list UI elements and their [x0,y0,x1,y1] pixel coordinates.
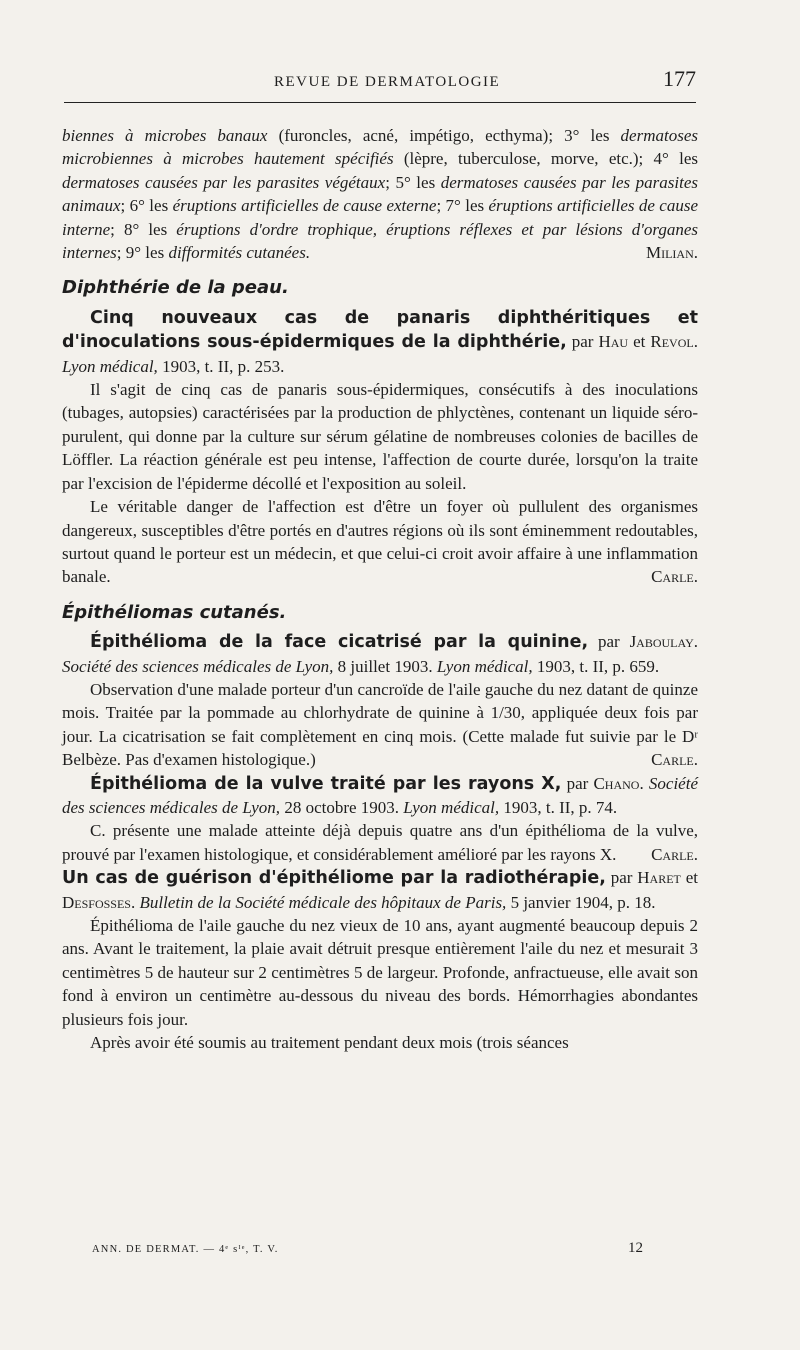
intro-paragraph [62,124,698,264]
article-title: Épithélioma de la vulve traité par les rayons X, [90,773,562,794]
section-heading: Diphthérie de la peau. [62,277,289,299]
page-number: 177 [663,66,696,91]
journal-name: Lyon médical, [62,356,158,376]
signature-mark: ANN. DE DERMAT. — 4ᵉ sᴵᵉ, T. V. [92,1244,279,1255]
society-name: Société des sciences médicales de Lyon, [62,656,334,676]
author-signature: Carle. [651,844,698,864]
journal-name: Bulletin de la Société médicale des hôpitaux de Paris, [135,892,507,912]
citation-date: 28 octobre 1903. [280,797,404,817]
intro-text-4: ; 6° les [120,196,173,216]
body-paragraph: Après avoir été soumis au traitement pendant deux mois (trois séances [90,1033,569,1053]
article-title: Un cas de guérison d'épithéliome par la radiothérapie, [62,868,606,889]
page-body [62,124,698,1054]
author-name: Chano. [593,773,644,793]
citation-date: 8 juillet 1903. [333,656,437,676]
running-title: REVUE DE DERMATOLOGIE [274,74,501,90]
body-paragraph: Épithélioma de l'aile gauche du nez vieux de 10 ans, ayant augmenté beaucoup depuis 2 ans. Avant le traitement, la plaie avait détruit presque entièrement l'aile du nez et mesurait 3 centimètres 5 de hauteur sur 2 centimètres 5 de largeur. Profonde, anfractueuse, elle avait son fond à environ un centimètre au-dessous du niveau des bords. Hémorrhagies abondantes plusieurs fois jour. [62,916,698,1029]
author-signature: Carle. [651,750,698,770]
body-text: C. présente une malade atteinte déjà depuis quatre ans d'un épithélioma de la vulve, prouvé par l'examen histologique, et considérablement amélioré par les rayons X. [62,821,698,864]
article-title: Cinq nouveaux cas de panaris diphthéritiques et d'inoculations sous-épidermiques de la diphthérie, [62,307,698,353]
body-paragraph [62,678,698,772]
intro-text-5: ; 7° les [436,196,489,216]
journal-name: Lyon médical, [403,797,500,817]
author-name: Revol. [650,332,698,352]
by-text: par [605,868,638,888]
intro-italic-3: dermatoses causées par les parasites végétaux [62,172,386,192]
journal-ref: 1903, t. II, p. 74. [499,797,618,817]
signature-number: 12 [628,1240,643,1256]
author-signature: Milian. [645,243,698,263]
intro-italic-6: éruptions artificielles de cause interne [62,196,698,239]
intro-italic-7: éruptions d'ordre trophique, éruptions réflexes et par lésions d'organes internes [62,219,698,263]
author-name: Desfosses. [62,892,136,912]
section-heading: Épithéliomas cutanés. [62,601,287,623]
author-name: Jaboulay. [629,632,698,652]
intro-italic-4: dermatoses causées par les parasites animaux [62,172,698,216]
author-signature: Carle. [651,567,698,587]
intro-text-7: ; 9° les [116,243,169,263]
body-paragraph [62,819,698,866]
article-citation [62,772,698,820]
journal-ref: 1903, t. II, p. 659. [532,656,660,676]
article-citation [62,306,698,378]
header-rule [64,102,696,103]
body-paragraph: Il s'agit de cinq cas de panaris sous-épidermiques, consécutifs à des inoculations (tubages, autopsies) caractérisées par la production de phlyctènes, contenant un liquide séro-purulent, qui donne par la culture sur sérum gélatine de nombreuses colonies de bacilles de Löffler. La réaction générale est peu intense, l'affection de courte durée, lorsqu'on la traite par l'excision de l'épiderme décollé et l'exposition au soleil. [62,380,698,493]
author-name: Haret [637,868,681,888]
intro-italic-5: éruptions artificielles de cause externe [172,196,437,216]
intro-italic-8: difformités cutanées. [168,243,311,263]
intro-text-1: (furoncles, acné, impétigo, ecthyma); 3° les [267,126,621,145]
article-title: Épithélioma de la face cicatrisé par la quinine, [90,632,589,653]
by-text: par [588,632,630,652]
intro-text-3: ; 5° les [385,172,441,192]
article-citation [62,866,698,914]
page-footer [62,1240,698,1260]
body-text: Observation d'une malade porteur d'un cancroïde de l'aile gauche du nez datant de quinze mois. Traitée par la pommade au chlorhydrate de quinine à 1/30, appliquée deux fois par jour. La cicatrisation se fait complètement en cinq mois. (Cette malade fut suivie par le Dʳ Belbèze. Pas d'examen histologique.) [62,679,698,770]
by-text: par [566,332,599,352]
body-paragraph [62,495,698,589]
intro-italic-1: biennes à microbes banaux [62,126,268,145]
body-text: Le véritable danger de l'affection est d'être un foyer où pullulent des organismes dangereux, susceptibles d'être portés en d'autres régions où ils sont éminemment redoutables, surtout quand le porteur est un médecin, et que celui-ci croit avoir affaire à une inflammation banale. [62,497,698,587]
article-citation [62,630,698,678]
and-text: et [628,332,651,352]
author-name: Hau [598,332,629,352]
society-name: Société des sciences médicales de Lyon, [62,773,698,817]
intro-italic-2: dermatoses microbiennes à microbes hautement spécifiés [62,126,698,169]
intro-text-6: ; 8° les [110,219,177,239]
intro-text-2: (lèpre, tuberculose, morve, etc.); 4° les [393,149,698,169]
page-header [62,68,698,96]
journal-ref: 1903, t. II, p. 253. [157,356,285,376]
and-text: et [680,868,698,888]
journal-name: Lyon médical, [436,656,533,676]
journal-ref: 5 janvier 1904, p. 18. [506,892,656,912]
by-text: par [561,773,594,793]
